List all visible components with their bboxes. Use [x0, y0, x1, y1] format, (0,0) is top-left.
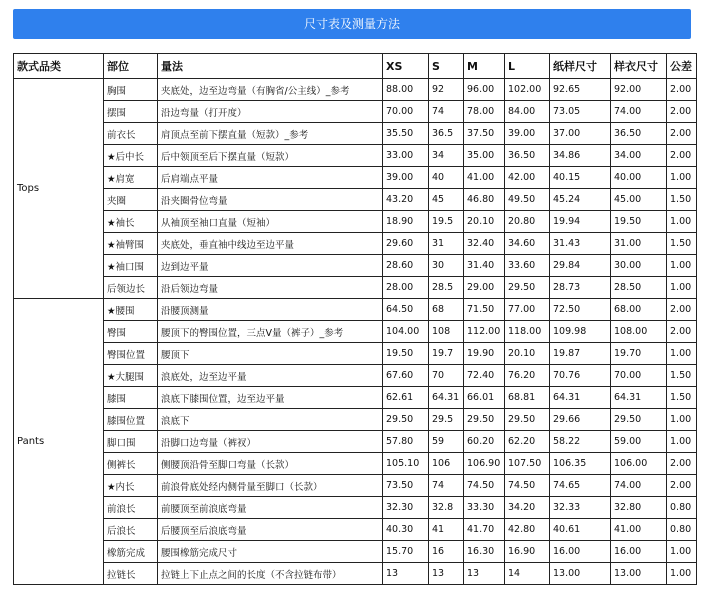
table-row	[14, 211, 697, 233]
size-xs-cell: 105.10	[383, 453, 429, 475]
table-row	[14, 453, 697, 475]
tolerance-cell: 1.50	[667, 233, 697, 255]
table-row	[14, 431, 697, 453]
method-cell: 沿脚口边弯量（裤衩）	[158, 431, 383, 453]
size-m-cell: 13	[464, 563, 505, 585]
part-cell: 膝围	[104, 387, 158, 409]
size-xs-cell: 39.00	[383, 167, 429, 189]
tolerance-cell: 1.00	[667, 277, 697, 299]
size-l-cell: 29.50	[505, 277, 550, 299]
tolerance-cell: 1.00	[667, 431, 697, 453]
table-row	[14, 343, 697, 365]
pattern-size-cell: 92.65	[550, 79, 611, 101]
method-cell: 浪底下	[158, 409, 383, 431]
method-cell: 边到边平量	[158, 255, 383, 277]
method-cell: 后肩端点平量	[158, 167, 383, 189]
pattern-size-cell: 72.50	[550, 299, 611, 321]
table-row	[14, 167, 697, 189]
sample-size-cell: 29.50	[611, 409, 667, 431]
size-m-cell: 74.50	[464, 475, 505, 497]
method-cell: 前浪骨底处经内侧骨量至脚口（长款）	[158, 475, 383, 497]
size-l-cell: 102.00	[505, 79, 550, 101]
table-row	[14, 189, 697, 211]
table-row	[14, 277, 697, 299]
size-s-cell: 16	[429, 541, 464, 563]
size-s-cell: 70	[429, 365, 464, 387]
part-cell: ★大腿围	[104, 365, 158, 387]
tolerance-cell: 2.00	[667, 475, 697, 497]
tolerance-cell: 1.00	[667, 211, 697, 233]
sample-size-cell: 92.00	[611, 79, 667, 101]
size-s-cell: 13	[429, 563, 464, 585]
size-xs-cell: 104.00	[383, 321, 429, 343]
header-part: 部位	[104, 54, 158, 79]
category-cell: Pants	[14, 299, 104, 585]
method-cell: 腰顶下的臀围位置，三点V量（裤子）_参考	[158, 321, 383, 343]
part-cell: 夹圈	[104, 189, 158, 211]
size-l-cell: 20.80	[505, 211, 550, 233]
pattern-size-cell: 58.22	[550, 431, 611, 453]
size-s-cell: 45	[429, 189, 464, 211]
size-s-cell: 41	[429, 519, 464, 541]
size-xs-cell: 67.60	[383, 365, 429, 387]
method-cell: 从袖顶至袖口直量（短袖）	[158, 211, 383, 233]
part-cell: 膝围位置	[104, 409, 158, 431]
sample-size-cell: 28.50	[611, 277, 667, 299]
part-cell: 前衣长	[104, 123, 158, 145]
table-row	[14, 123, 697, 145]
tolerance-cell: 1.00	[667, 167, 697, 189]
tolerance-cell: 1.00	[667, 343, 697, 365]
size-s-cell: 19.5	[429, 211, 464, 233]
sample-size-cell: 45.00	[611, 189, 667, 211]
method-cell: 拉链上下止点之间的长度（不含拉链布带）	[158, 563, 383, 585]
tolerance-cell: 2.00	[667, 321, 697, 343]
tolerance-cell: 1.00	[667, 563, 697, 585]
size-l-cell: 62.20	[505, 431, 550, 453]
size-l-cell: 74.50	[505, 475, 550, 497]
size-xs-cell: 28.00	[383, 277, 429, 299]
part-cell: 后领边长	[104, 277, 158, 299]
size-xs-cell: 29.60	[383, 233, 429, 255]
method-cell: 沿腰顶测量	[158, 299, 383, 321]
size-s-cell: 32.8	[429, 497, 464, 519]
header-row	[14, 54, 697, 79]
header-pattern-size: 纸样尺寸	[550, 54, 611, 79]
size-m-cell: 29.50	[464, 409, 505, 431]
sample-size-cell: 41.00	[611, 519, 667, 541]
method-cell: 后中领顶至后下摆直量（短款）	[158, 145, 383, 167]
part-cell: ★内长	[104, 475, 158, 497]
pattern-size-cell: 40.15	[550, 167, 611, 189]
header-sample-size: 样衣尺寸	[611, 54, 667, 79]
table-row	[14, 541, 697, 563]
sample-size-cell: 74.00	[611, 475, 667, 497]
size-xs-cell: 13	[383, 563, 429, 585]
pattern-size-cell: 64.31	[550, 387, 611, 409]
pattern-size-cell: 106.35	[550, 453, 611, 475]
size-s-cell: 31	[429, 233, 464, 255]
table-row	[14, 299, 697, 321]
table-row	[14, 409, 697, 431]
part-cell: 臀围位置	[104, 343, 158, 365]
tolerance-cell: 1.00	[667, 541, 697, 563]
tolerance-cell: 2.00	[667, 299, 697, 321]
part-cell: 脚口围	[104, 431, 158, 453]
sample-size-cell: 19.70	[611, 343, 667, 365]
part-cell: 拉链长	[104, 563, 158, 585]
size-m-cell: 16.30	[464, 541, 505, 563]
size-xs-cell: 64.50	[383, 299, 429, 321]
tolerance-cell: 1.50	[667, 365, 697, 387]
size-l-cell: 42.00	[505, 167, 550, 189]
size-m-cell: 96.00	[464, 79, 505, 101]
size-xs-cell: 19.50	[383, 343, 429, 365]
sample-size-cell: 32.80	[611, 497, 667, 519]
method-cell: 夹底处，垂直袖中线边至边平量	[158, 233, 383, 255]
size-xs-cell: 70.00	[383, 101, 429, 123]
size-m-cell: 20.10	[464, 211, 505, 233]
size-table	[13, 53, 697, 585]
size-s-cell: 108	[429, 321, 464, 343]
tolerance-cell: 2.00	[667, 79, 697, 101]
size-m-cell: 33.30	[464, 497, 505, 519]
method-cell: 浪底下膝围位置，边至边平量	[158, 387, 383, 409]
size-m-cell: 35.00	[464, 145, 505, 167]
sample-size-cell: 19.50	[611, 211, 667, 233]
size-xs-cell: 32.30	[383, 497, 429, 519]
tolerance-cell: 1.00	[667, 409, 697, 431]
page-title: 尺寸表及测量方法	[13, 9, 691, 39]
table-row	[14, 79, 697, 101]
pattern-size-cell: 28.73	[550, 277, 611, 299]
pattern-size-cell: 73.05	[550, 101, 611, 123]
pattern-size-cell: 34.86	[550, 145, 611, 167]
category-cell: Tops	[14, 79, 104, 299]
size-m-cell: 29.00	[464, 277, 505, 299]
size-s-cell: 106	[429, 453, 464, 475]
size-m-cell: 32.40	[464, 233, 505, 255]
header-size-s: S	[429, 54, 464, 79]
table-row	[14, 101, 697, 123]
sample-size-cell: 64.31	[611, 387, 667, 409]
table-row	[14, 145, 697, 167]
size-l-cell: 49.50	[505, 189, 550, 211]
size-xs-cell: 35.50	[383, 123, 429, 145]
table-row	[14, 365, 697, 387]
sample-size-cell: 59.00	[611, 431, 667, 453]
header-size-xs: XS	[383, 54, 429, 79]
part-cell: 侧裤长	[104, 453, 158, 475]
sample-size-cell: 13.00	[611, 563, 667, 585]
size-l-cell: 107.50	[505, 453, 550, 475]
size-l-cell: 84.00	[505, 101, 550, 123]
size-s-cell: 30	[429, 255, 464, 277]
sample-size-cell: 108.00	[611, 321, 667, 343]
header-tolerance: 公差	[667, 54, 697, 79]
pattern-size-cell: 45.24	[550, 189, 611, 211]
tolerance-cell: 1.50	[667, 387, 697, 409]
table-row	[14, 519, 697, 541]
size-xs-cell: 43.20	[383, 189, 429, 211]
sample-size-cell: 31.00	[611, 233, 667, 255]
pattern-size-cell: 16.00	[550, 541, 611, 563]
pattern-size-cell: 29.84	[550, 255, 611, 277]
sample-size-cell: 16.00	[611, 541, 667, 563]
size-l-cell: 68.81	[505, 387, 550, 409]
size-xs-cell: 88.00	[383, 79, 429, 101]
size-l-cell: 29.50	[505, 409, 550, 431]
sample-size-cell: 40.00	[611, 167, 667, 189]
pattern-size-cell: 32.33	[550, 497, 611, 519]
size-m-cell: 31.40	[464, 255, 505, 277]
size-s-cell: 92	[429, 79, 464, 101]
header-size-m: M	[464, 54, 505, 79]
table-row	[14, 321, 697, 343]
header-size-l: L	[505, 54, 550, 79]
part-cell: ★后中长	[104, 145, 158, 167]
size-l-cell: 16.90	[505, 541, 550, 563]
tolerance-cell: 2.00	[667, 123, 697, 145]
pattern-size-cell: 37.00	[550, 123, 611, 145]
size-s-cell: 59	[429, 431, 464, 453]
size-xs-cell: 18.90	[383, 211, 429, 233]
sample-size-cell: 36.50	[611, 123, 667, 145]
tolerance-cell: 1.00	[667, 255, 697, 277]
size-m-cell: 46.80	[464, 189, 505, 211]
size-xs-cell: 40.30	[383, 519, 429, 541]
table-row	[14, 563, 697, 585]
part-cell: ★袖臂围	[104, 233, 158, 255]
size-l-cell: 76.20	[505, 365, 550, 387]
size-xs-cell: 33.00	[383, 145, 429, 167]
size-xs-cell: 29.50	[383, 409, 429, 431]
method-cell: 肩顶点至前下摆直量（短款）_参考	[158, 123, 383, 145]
size-m-cell: 66.01	[464, 387, 505, 409]
table-row	[14, 475, 697, 497]
method-cell: 沿夹圈骨位弯量	[158, 189, 383, 211]
part-cell: ★袖长	[104, 211, 158, 233]
pattern-size-cell: 74.65	[550, 475, 611, 497]
tolerance-cell: 2.00	[667, 145, 697, 167]
size-xs-cell: 73.50	[383, 475, 429, 497]
sample-size-cell: 70.00	[611, 365, 667, 387]
size-s-cell: 29.5	[429, 409, 464, 431]
size-m-cell: 72.40	[464, 365, 505, 387]
pattern-size-cell: 29.66	[550, 409, 611, 431]
pattern-size-cell: 40.61	[550, 519, 611, 541]
size-s-cell: 36.5	[429, 123, 464, 145]
tolerance-cell: 2.00	[667, 101, 697, 123]
size-m-cell: 78.00	[464, 101, 505, 123]
size-l-cell: 34.60	[505, 233, 550, 255]
size-s-cell: 74	[429, 101, 464, 123]
tolerance-cell: 2.00	[667, 453, 697, 475]
size-m-cell: 112.00	[464, 321, 505, 343]
part-cell: 摆围	[104, 101, 158, 123]
size-m-cell: 106.90	[464, 453, 505, 475]
pattern-size-cell: 31.43	[550, 233, 611, 255]
sample-size-cell: 30.00	[611, 255, 667, 277]
size-l-cell: 118.00	[505, 321, 550, 343]
method-cell: 侧腰顶沿骨至脚口弯量（长款）	[158, 453, 383, 475]
header-method: 量法	[158, 54, 383, 79]
size-s-cell: 34	[429, 145, 464, 167]
size-xs-cell: 57.80	[383, 431, 429, 453]
method-cell: 后腰顶至后浪底弯量	[158, 519, 383, 541]
table-row	[14, 497, 697, 519]
part-cell: 臀围	[104, 321, 158, 343]
size-l-cell: 33.60	[505, 255, 550, 277]
part-cell: 橡筋完成	[104, 541, 158, 563]
sample-size-cell: 106.00	[611, 453, 667, 475]
table-body	[14, 79, 697, 585]
pattern-size-cell: 19.87	[550, 343, 611, 365]
pattern-size-cell: 13.00	[550, 563, 611, 585]
size-m-cell: 41.70	[464, 519, 505, 541]
size-m-cell: 19.90	[464, 343, 505, 365]
size-l-cell: 42.80	[505, 519, 550, 541]
tolerance-cell: 0.80	[667, 519, 697, 541]
size-m-cell: 37.50	[464, 123, 505, 145]
table-row	[14, 255, 697, 277]
part-cell: ★腰围	[104, 299, 158, 321]
size-s-cell: 28.5	[429, 277, 464, 299]
part-cell: ★袖口围	[104, 255, 158, 277]
part-cell: 胸围	[104, 79, 158, 101]
size-l-cell: 36.50	[505, 145, 550, 167]
table-row	[14, 233, 697, 255]
size-l-cell: 39.00	[505, 123, 550, 145]
header-category: 款式品类	[14, 54, 104, 79]
size-xs-cell: 15.70	[383, 541, 429, 563]
sample-size-cell: 34.00	[611, 145, 667, 167]
tolerance-cell: 1.50	[667, 189, 697, 211]
size-xs-cell: 62.61	[383, 387, 429, 409]
size-s-cell: 19.7	[429, 343, 464, 365]
size-xs-cell: 28.60	[383, 255, 429, 277]
size-l-cell: 77.00	[505, 299, 550, 321]
sample-size-cell: 68.00	[611, 299, 667, 321]
size-m-cell: 41.00	[464, 167, 505, 189]
method-cell: 腰围橡筋完成尺寸	[158, 541, 383, 563]
method-cell: 前腰顶至前浪底弯量	[158, 497, 383, 519]
method-cell: 沿边弯量（打开度）	[158, 101, 383, 123]
method-cell: 沿后领边弯量	[158, 277, 383, 299]
size-m-cell: 60.20	[464, 431, 505, 453]
size-m-cell: 71.50	[464, 299, 505, 321]
method-cell: 夹底处，边至边弯量（有胸省/公主线）_参考	[158, 79, 383, 101]
pattern-size-cell: 109.98	[550, 321, 611, 343]
tolerance-cell: 0.80	[667, 497, 697, 519]
part-cell: 前浪长	[104, 497, 158, 519]
sample-size-cell: 74.00	[611, 101, 667, 123]
part-cell: 后浪长	[104, 519, 158, 541]
size-l-cell: 34.20	[505, 497, 550, 519]
method-cell: 浪底处，边至边平量	[158, 365, 383, 387]
part-cell: ★肩宽	[104, 167, 158, 189]
table-row	[14, 387, 697, 409]
pattern-size-cell: 19.94	[550, 211, 611, 233]
spec-sheet	[13, 9, 691, 585]
pattern-size-cell: 70.76	[550, 365, 611, 387]
size-s-cell: 40	[429, 167, 464, 189]
size-l-cell: 20.10	[505, 343, 550, 365]
size-s-cell: 74	[429, 475, 464, 497]
size-s-cell: 68	[429, 299, 464, 321]
method-cell: 腰顶下	[158, 343, 383, 365]
size-l-cell: 14	[505, 563, 550, 585]
size-s-cell: 64.31	[429, 387, 464, 409]
